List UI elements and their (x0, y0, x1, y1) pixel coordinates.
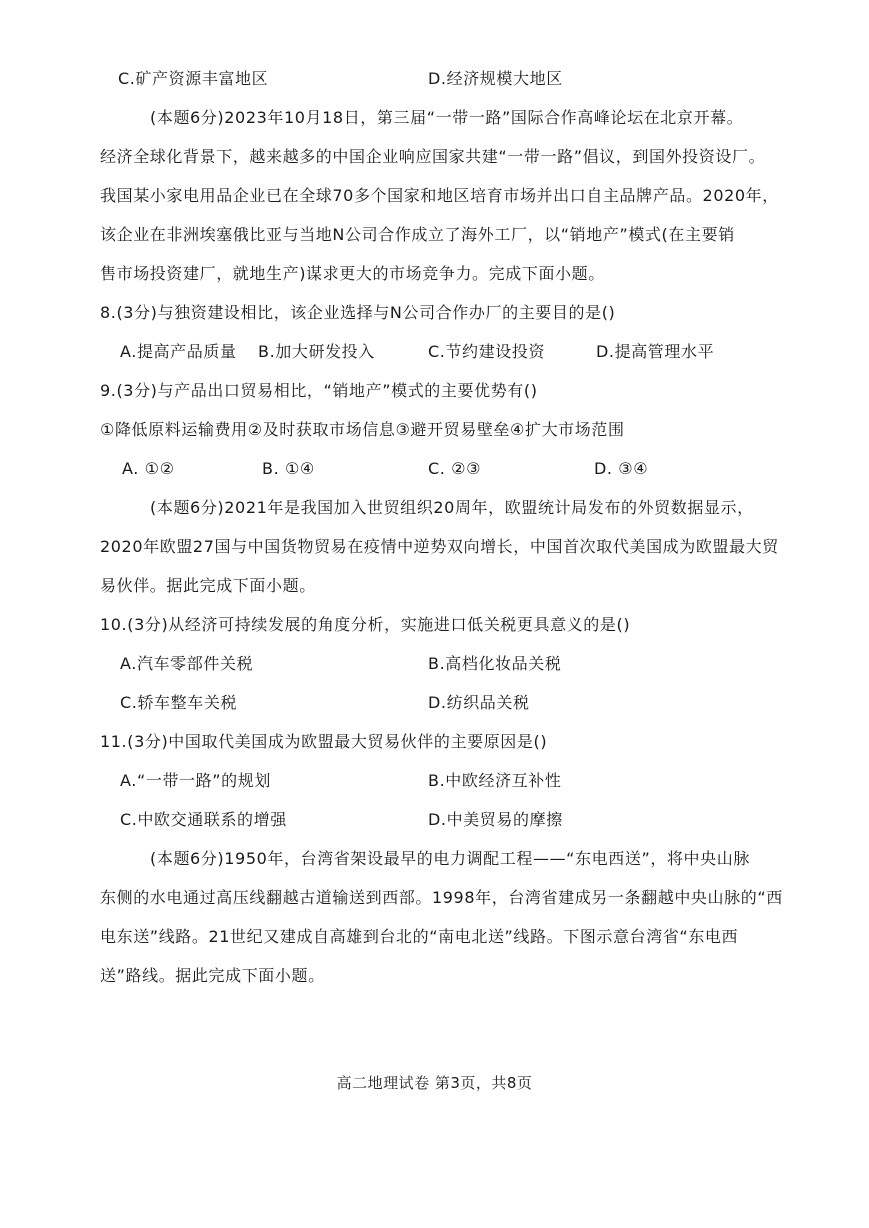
passage-3-line: 送”路线。据此完成下面小题。 (100, 966, 325, 985)
q7-option-c: C.矿产资源丰富地区 (118, 69, 269, 88)
passage-1-line: 售市场投资建厂，就地生产)谋求更大的市场竞争力。完成下面小题。 (100, 264, 605, 283)
q11-option-d: D.中美贸易的摩擦 (428, 810, 563, 829)
q11-stem: 11.(3分)中国取代美国成为欧盟最大贸易伙伴的主要原因是() (100, 732, 548, 751)
q9-stem: 9.(3分)与产品出口贸易相比，“销地产”模式的主要优势有() (100, 381, 538, 400)
q9-option-b: B. ①④ (262, 459, 315, 478)
q8-option-b: B.加大研发投入 (258, 342, 375, 361)
q8-option-c: C.节约建设投资 (428, 342, 546, 361)
q8-option-d: D.提高管理水平 (596, 342, 715, 361)
q10-option-d: D.纺织品关税 (428, 693, 530, 712)
q8-option-a: A.提高产品质量 (120, 342, 237, 361)
q11-option-c: C.中欧交通联系的增强 (120, 810, 287, 829)
q7-option-d: D.经济规模大地区 (428, 69, 563, 88)
q10-option-a: A.汽车零部件关税 (120, 654, 254, 673)
passage-3-line: (本题6分)1950年，台湾省架设最早的电力调配工程——“东电西送”，将中央山脉 (150, 849, 750, 868)
passage-2-line: (本题6分)2021年是我国加入世贸组织20周年，欧盟统计局发布的外贸数据显示， (150, 498, 754, 517)
q9-option-a: A. ①② (122, 459, 175, 478)
passage-1-line: 该企业在非洲埃塞俄比亚与当地N公司合作成立了海外工厂，以“销地产”模式(在主要销 (100, 225, 735, 244)
page-footer: 高二地理试卷 第3页，共8页 (336, 1074, 533, 1092)
passage-3-line: 东侧的水电通过高压线翻越古道输送到西部。1998年，台湾省建成另一条翻越中央山脉的“西 (100, 888, 783, 907)
q10-option-b: B.高档化妆品关税 (428, 654, 562, 673)
q10-stem: 10.(3分)从经济可持续发展的角度分析，实施进口低关税更具意义的是() (100, 615, 631, 634)
passage-2-line: 易伙伴。据此完成下面小题。 (100, 576, 316, 595)
passage-3-line: 电东送”线路。21世纪又建成自高雄到台北的“南电北送”线路。下图示意台湾省“东电西 (100, 927, 739, 946)
q8-stem: 8.(3分)与独资建设相比，该企业选择与N公司合作办厂的主要目的是() (100, 303, 616, 322)
passage-1-line: 经济全球化背景下，越来越多的中国企业响应国家共建“一带一路”倡议，到国外投资设厂。 (100, 147, 766, 166)
passage-1-line: 我国某小家电用品企业已在全球70多个国家和地区培育市场并出口自主品牌产品。2020年， (100, 186, 779, 205)
passage-1-line: (本题6分)2023年10月18日，第三届“一带一路”国际合作高峰论坛在北京开幕。 (150, 108, 744, 127)
q9-option-c: C. ②③ (428, 459, 482, 478)
q9-option-d: D. ③④ (594, 459, 649, 478)
q11-option-b: B.中欧经济互补性 (428, 771, 562, 790)
q10-option-c: C.轿车整车关税 (120, 693, 238, 712)
q11-option-a: A.“一带一路”的规划 (120, 771, 271, 790)
q9-items: ①降低原料运输费用②及时获取市场信息③避开贸易壁垒④扩大市场范围 (100, 420, 625, 439)
passage-2-line: 2020年欧盟27国与中国货物贸易在疫情中逆势双向增长，中国首次取代美国成为欧盟最大贸 (100, 537, 779, 556)
